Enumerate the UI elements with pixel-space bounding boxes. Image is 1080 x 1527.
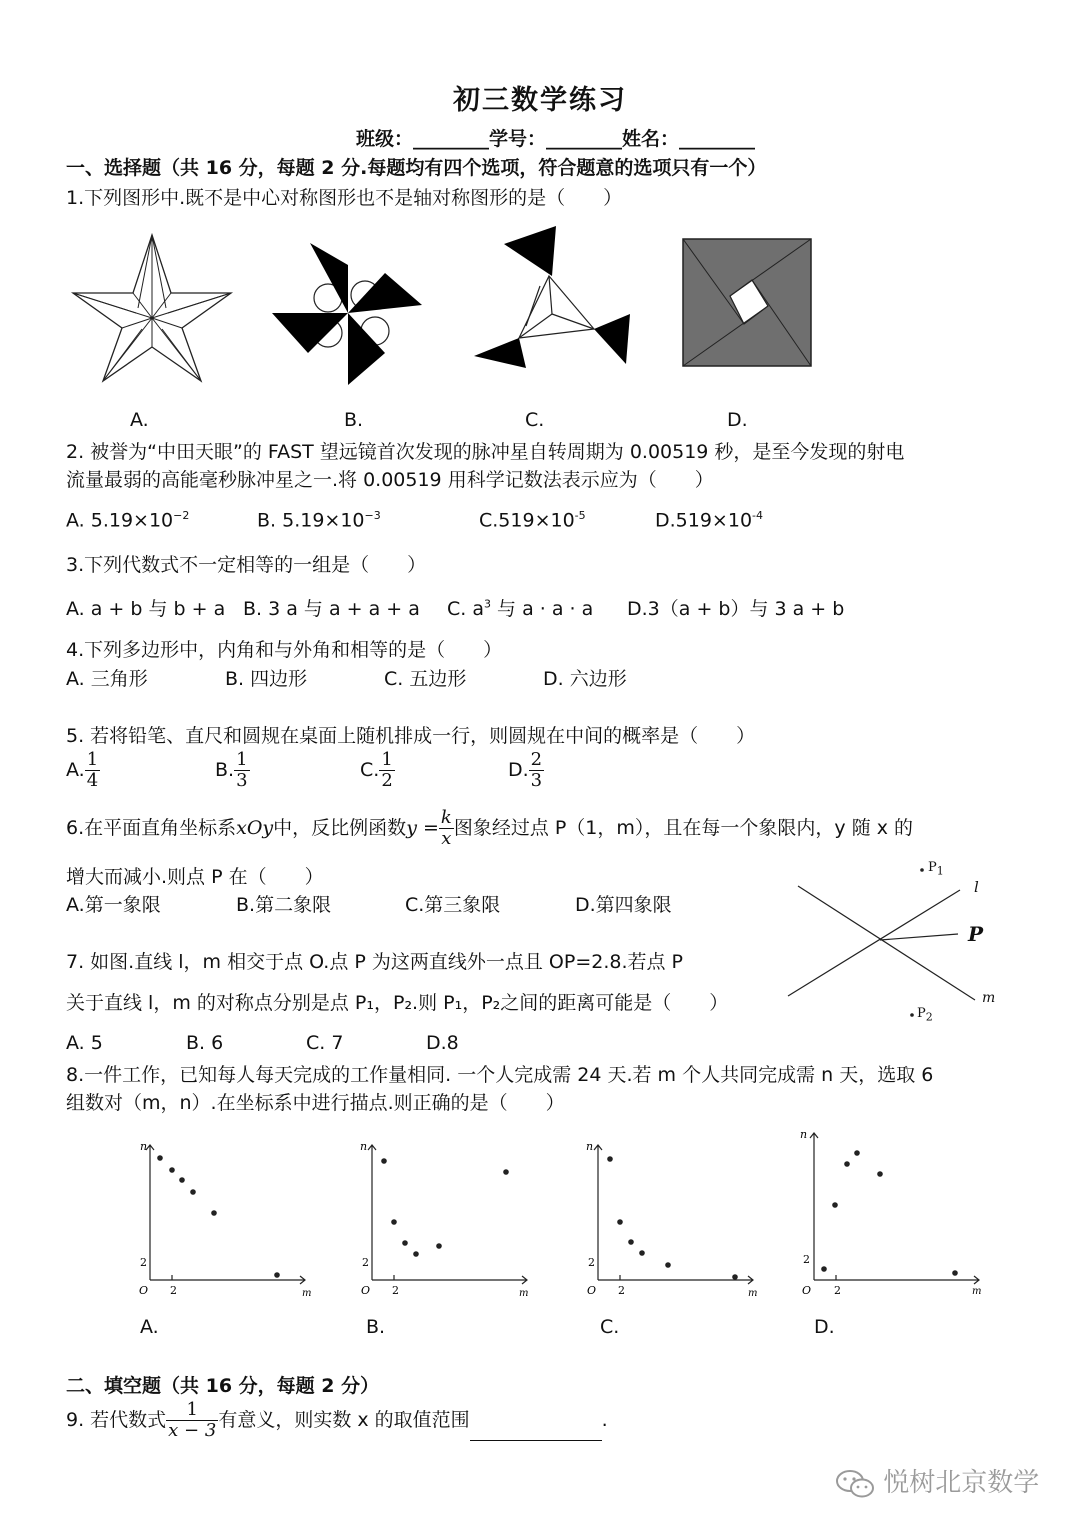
- q5-option-d: D. $\frac{2}{3}$: [508, 749, 543, 791]
- q1-figure-b-pinwheel: [270, 243, 425, 388]
- q8-graph-c: [578, 1140, 758, 1300]
- q7-option-a: A. 5: [66, 1032, 103, 1054]
- q7-label-l: l: [974, 878, 979, 896]
- q3-option-a: A. a + b 与 b + a: [66, 598, 226, 620]
- q4-option-a: A. 三角形: [66, 668, 148, 690]
- q7-label-p2: $P_2$: [917, 1006, 933, 1024]
- q7-figure-lines: [780, 860, 1000, 1030]
- q8-label-d: D.: [814, 1316, 835, 1338]
- svg-text:O: O: [802, 1284, 812, 1297]
- q7-label-p1: $P_1$: [928, 860, 944, 878]
- svg-text:2: 2: [618, 1284, 625, 1297]
- svg-text:2: 2: [140, 1256, 147, 1269]
- q8-graph-d: [794, 1128, 984, 1298]
- section1-header: 一、选择题（共 16 分，每题 2 分.每题均有四个选项，符合题意的选项只有一个）: [66, 157, 767, 179]
- q1-figure-a-star: [72, 233, 232, 383]
- q2-option-c: $C.519\times 10^{-5}$: [479, 509, 586, 532]
- q5-option-a: A. $\frac{1}{4}$: [66, 749, 99, 791]
- q8-label-a: A.: [140, 1316, 159, 1338]
- q2-line1: 2. 被誉为“中田天眼”的 FAST 望远镜首次发现的脉冲星自转周期为 0.00519 秒，是至今发现的射电: [66, 441, 905, 463]
- q2-option-b: B. $5.19\times 10^{-3}$: [257, 509, 381, 532]
- q6-option-c: C.第三象限: [405, 894, 501, 916]
- svg-text:2: 2: [834, 1284, 841, 1297]
- q4-option-d: D. 六边形: [543, 668, 627, 690]
- q5-option-b: B. $\frac{1}{3}$: [215, 749, 248, 791]
- q1-label-d: D.: [727, 409, 748, 431]
- q1-label-a: A.: [130, 409, 149, 431]
- q6-option-a: A.第一象限: [66, 894, 161, 916]
- q6-option-d: D.第四象限: [575, 894, 672, 916]
- q8-label-c: C.: [600, 1316, 620, 1338]
- svg-text:2: 2: [362, 1256, 369, 1269]
- q8-line1: 8.一件工作，已知每人每天完成的工作量相同. 一个人完成需 24 天.若 m 个人共同完成需 n 天，选取 6: [66, 1064, 934, 1086]
- q8-label-b: B.: [366, 1316, 386, 1338]
- svg-text:m: m: [972, 1286, 982, 1297]
- q1-label-b: B.: [344, 409, 364, 431]
- svg-text:2: 2: [170, 1284, 177, 1297]
- q5-option-c: C. $\frac{1}{2}$: [360, 749, 393, 791]
- svg-text:O: O: [587, 1284, 597, 1297]
- q6-line1: 6.在平面直角坐标系xOy中，反比例函数y = $\frac{k}{x}$ 图象经过点 P（1，m），且在每一个象限内，y 随 x 的: [66, 807, 914, 849]
- student-info-line: 班级：________学号：________姓名：________: [356, 128, 756, 150]
- q8-graph-a: [130, 1140, 310, 1300]
- svg-text:n: n: [360, 1140, 368, 1153]
- q1-figure-c-triangles: [474, 226, 634, 371]
- q9-answer-blank[interactable]: [470, 1418, 602, 1441]
- q9-line: 9. 若代数式 $\frac{1}{x - 3}$ 有意义，则实数 x 的取值范围 .: [66, 1399, 608, 1441]
- svg-text:n: n: [140, 1140, 148, 1153]
- q8-graph-b: [352, 1140, 532, 1300]
- q6-option-b: B.第二象限: [236, 894, 332, 916]
- q4-option-c: C. 五边形: [384, 668, 467, 690]
- svg-text:n: n: [800, 1128, 808, 1141]
- svg-text:O: O: [139, 1284, 149, 1297]
- svg-text:m: m: [302, 1288, 312, 1299]
- svg-text:m: m: [748, 1288, 758, 1299]
- q7-line2: 关于直线 l，m 的对称点分别是点 P₁，P₂.则 P₁，P₂之间的距离可能是（ ）: [66, 992, 729, 1014]
- q2-option-d: $D.519\times 10^{-4}$: [655, 509, 764, 532]
- wechat-watermark: 悦树北京数学: [835, 1462, 1039, 1500]
- svg-text:O: O: [361, 1284, 371, 1297]
- svg-text:n: n: [586, 1140, 594, 1153]
- q2-option-a: A. $5.19\times 10^{-2}$: [66, 509, 190, 532]
- q3-option-d: D.3（a + b）与 3 a + b: [627, 598, 845, 620]
- section2-header: 二、填空题（共 16 分，每题 2 分）: [66, 1375, 380, 1397]
- svg-text:2: 2: [392, 1284, 399, 1297]
- svg-text:m: m: [519, 1288, 529, 1299]
- q7-option-d: D.8: [426, 1032, 459, 1054]
- q3-stem: 3.下列代数式不一定相等的一组是（ ）: [66, 554, 427, 576]
- q1-figure-d-square: [682, 238, 814, 368]
- q7-option-c: C. 7: [306, 1032, 344, 1054]
- q7-line1: 7. 如图.直线 l，m 相交于点 O.点 P 为这两直线外一点且 OP=2.8.若点 P: [66, 951, 684, 973]
- q4-stem: 4.下列多边形中，内角和与外角和相等的是（ ）: [66, 639, 503, 661]
- q3-option-b: B. 3 a 与 a + a + a: [243, 598, 420, 620]
- svg-text:2: 2: [588, 1256, 595, 1269]
- q3-option-c: C. $a^3$ 与 a · a · a: [447, 597, 594, 620]
- q7-label-p: P: [968, 922, 984, 946]
- wechat-icon: [835, 1468, 875, 1500]
- q2-line2: 流量最弱的高能毫秒脉冲星之一.将 0.00519 用科学记数法表示应为（ ）: [66, 469, 714, 491]
- q5-stem: 5. 若将铅笔、直尺和圆规在桌面上随机排成一行，则圆规在中间的概率是（ ）: [66, 725, 756, 747]
- q7-label-m: m: [982, 990, 996, 1006]
- q8-line2: 组数对（m，n）.在坐标系中进行描点.则正确的是（ ）: [66, 1092, 565, 1114]
- q7-option-b: B. 6: [186, 1032, 224, 1054]
- q4-option-b: B. 四边形: [225, 668, 308, 690]
- q6-line2: 增大而减小.则点 P 在（ ）: [66, 866, 324, 888]
- page-title: 初三数学练习: [453, 85, 627, 116]
- svg-text:2: 2: [803, 1253, 810, 1266]
- q1-label-c: C.: [525, 409, 545, 431]
- q1-stem: 1.下列图形中.既不是中心对称图形也不是轴对称图形的是（ ）: [66, 187, 623, 209]
